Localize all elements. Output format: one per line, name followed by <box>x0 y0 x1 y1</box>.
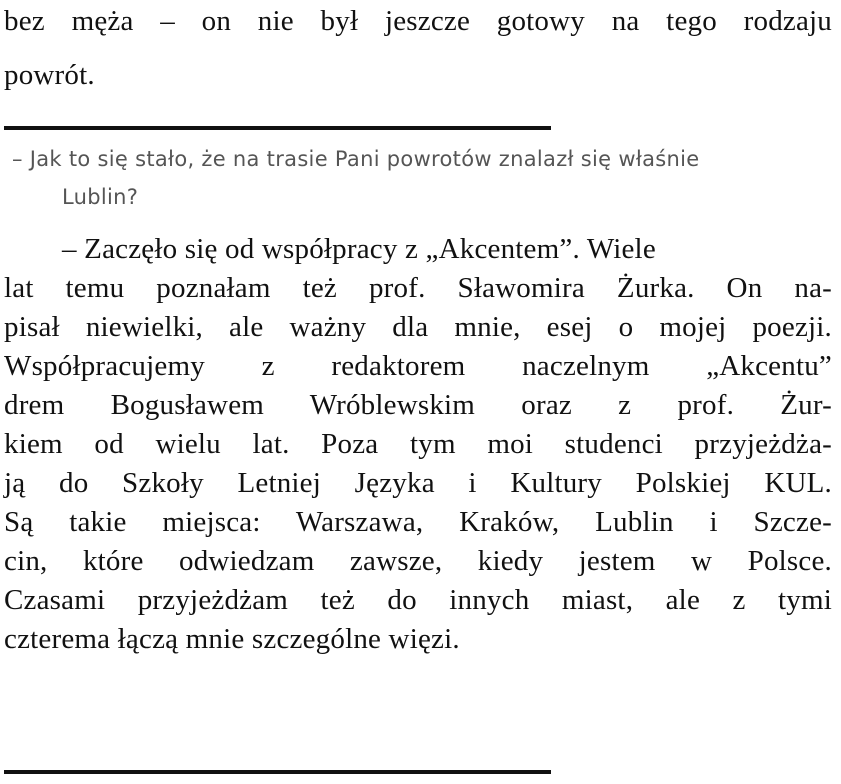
answer-line: cin, które odwiedzam zawsze, kiedy jestem w Polsce. <box>4 545 832 577</box>
answer-line: lat temu poznałam też prof. Sławomira Żurka. On na- <box>4 272 832 304</box>
answer-line: – Zaczęło się od współpracy z „Akcentem”. Wiele <box>62 233 656 265</box>
text-line: bez męża – on nie był jeszcze gotowy na tego rodzaju <box>4 5 832 37</box>
section-divider <box>4 126 551 130</box>
answer-line: Są takie miejsca: Warszawa, Kraków, Lublin i Szcze- <box>4 506 832 538</box>
interview-question-line: Lublin? <box>62 185 139 209</box>
answer-line: Współpracujemy z redaktorem naczelnym „Akcentu” <box>4 350 832 382</box>
section-divider <box>4 770 551 774</box>
answer-line: drem Bogusławem Wróblewskim oraz z prof. Żur- <box>4 389 832 421</box>
answer-line: kiem od wielu lat. Poza tym moi studenci przyjeżdża- <box>4 428 832 460</box>
text-line: powrót. <box>4 59 95 91</box>
answer-line: ją do Szkoły Letniej Języka i Kultury Polskiej KUL. <box>4 467 832 499</box>
answer-line: Czasami przyjeżdżam też do innych miast, ale z tymi <box>4 584 832 616</box>
answer-line: pisał niewielki, ale ważny dla mnie, esej o mojej poezji. <box>4 311 832 343</box>
answer-line: czterema łączą mnie szczególne więzi. <box>4 623 460 655</box>
interview-question-line: – Jak to się stało, że na trasie Pani powrotów znalazł się właśnie <box>12 147 700 171</box>
